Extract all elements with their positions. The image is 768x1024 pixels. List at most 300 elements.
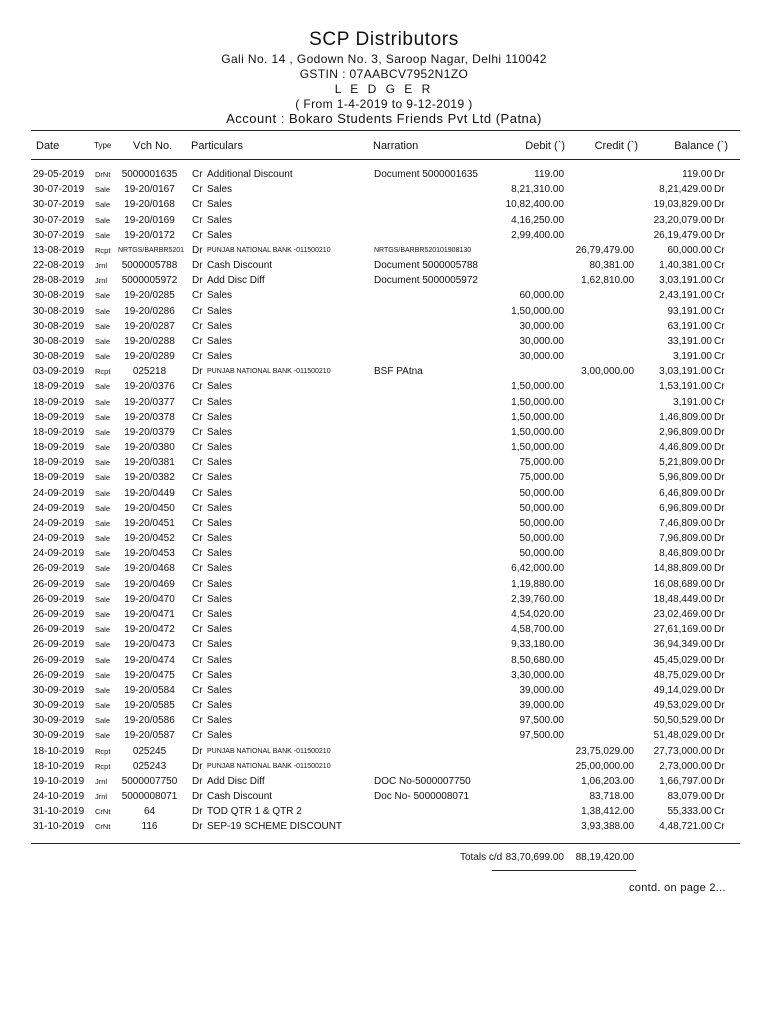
cell-balance-dr-cr: Dr — [714, 533, 725, 545]
cell-particulars: SEP-19 SCHEME DISCOUNT — [207, 821, 343, 833]
cell-particulars: Sales — [207, 335, 233, 347]
cell-balance: 8,21,429.00 — [659, 184, 712, 196]
cell-particulars: Sales — [207, 624, 233, 636]
cell-type: Jrnl — [95, 776, 108, 786]
cell-vch-no: 19-20/0585 — [124, 700, 175, 712]
cell-type: Jrnl — [95, 792, 108, 802]
cell-debit: 2,39,760.00 — [511, 593, 564, 605]
cell-type: DrNt — [95, 170, 111, 179]
table-row — [0, 183, 768, 198]
cell-date: 18-09-2019 — [33, 442, 85, 454]
period: ( From 1-4-2019 to 9-12-2019 ) — [295, 97, 473, 111]
cell-debit: 1,50,000.00 — [511, 442, 564, 454]
cell-particulars: Sales — [207, 472, 233, 484]
cell-debit: 39,000.00 — [519, 700, 564, 712]
cell-dr-cr: Cr — [192, 472, 203, 484]
cell-dr-cr: Cr — [192, 684, 203, 696]
cell-debit: 97,500.00 — [519, 730, 564, 742]
cell-type: Sale — [95, 488, 111, 498]
continued-note: contd. on page 2... — [629, 882, 726, 894]
cell-date: 30-09-2019 — [33, 715, 85, 727]
cell-vch-no: 5000001635 — [121, 169, 178, 180]
cell-vch-no: 19-20/0377 — [124, 396, 175, 408]
table-row — [0, 289, 768, 304]
cell-dr-cr: Cr — [192, 593, 203, 605]
totals-credit: 88,19,420.00 — [575, 852, 634, 863]
cell-debit: 1,50,000.00 — [511, 411, 564, 423]
cell-type: Sale — [95, 427, 111, 437]
header-bottom-rule — [31, 159, 740, 160]
table-row — [0, 244, 768, 259]
cell-dr-cr: Cr — [192, 548, 203, 560]
cell-dr-cr: Cr — [192, 305, 203, 317]
cell-dr-cr: Cr — [192, 290, 203, 302]
cell-vch-no: 025245 — [132, 745, 167, 757]
cell-balance-dr-cr: Dr — [714, 654, 725, 666]
cell-particulars: PUNJAB NATIONAL BANK -011500210 — [207, 246, 331, 254]
cell-balance: 6,96,809.00 — [659, 502, 712, 514]
cell-particulars: Sales — [207, 411, 233, 423]
cell-date: 30-08-2019 — [33, 320, 85, 332]
table-row — [0, 198, 768, 213]
cell-balance-dr-cr: Cr — [714, 335, 725, 347]
cell-type: Jrnl — [95, 276, 108, 286]
cell-balance-dr-cr: Cr — [714, 320, 725, 332]
cell-narration: Document 5000005788 — [374, 260, 478, 272]
col-debit: Debit (`) — [525, 140, 565, 152]
cell-type: Sale — [95, 291, 111, 301]
table-row — [0, 654, 768, 669]
cell-balance: 33,191.00 — [667, 335, 712, 347]
col-type: Type — [94, 141, 112, 150]
cell-balance-dr-cr: Dr — [714, 563, 725, 575]
cell-dr-cr: Cr — [192, 517, 203, 529]
cell-vch-no: 19-20/0469 — [124, 578, 175, 590]
cell-vch-no: 19-20/0468 — [124, 563, 175, 575]
cell-balance: 55,333.00 — [667, 806, 712, 818]
cell-particulars: PUNJAB NATIONAL BANK -011500210 — [207, 368, 331, 376]
cell-particulars: Additional Discount — [207, 169, 293, 180]
cell-date: 24-10-2019 — [33, 791, 85, 803]
cell-balance-dr-cr: Dr — [714, 411, 725, 423]
cell-debit: 6,42,000.00 — [511, 563, 564, 575]
cell-balance-dr-cr: Dr — [714, 578, 725, 590]
cell-date: 28-08-2019 — [33, 275, 85, 287]
cell-vch-no: 19-20/0379 — [124, 426, 175, 438]
cell-vch-no: 5000005788 — [121, 260, 178, 272]
account-name: Account : Bokaro Students Friends Pvt Ltd (Patna) — [226, 111, 542, 126]
cell-date: 26-09-2019 — [33, 578, 85, 590]
cell-dr-cr: Dr — [192, 760, 203, 772]
cell-vch-no: 64 — [143, 806, 156, 818]
cell-vch-no: 116 — [141, 821, 158, 833]
cell-particulars: Sales — [207, 730, 233, 742]
cell-balance: 5,96,809.00 — [659, 472, 712, 484]
cell-type: CrNt — [95, 822, 111, 832]
cell-dr-cr: Cr — [192, 320, 203, 332]
cell-balance-dr-cr: Cr — [714, 396, 725, 408]
cell-dr-cr: Dr — [192, 791, 203, 803]
cell-date: 26-09-2019 — [33, 608, 85, 620]
cell-type: Sale — [95, 215, 111, 225]
table-row — [0, 562, 768, 577]
cell-type: Sale — [95, 685, 111, 695]
cell-dr-cr: Cr — [192, 700, 203, 712]
cell-balance-dr-cr: Dr — [714, 639, 725, 651]
cell-credit: 3,93,388.00 — [581, 821, 634, 833]
col-narration: Narration — [373, 140, 419, 152]
cell-balance-dr-cr: Dr — [714, 487, 725, 499]
cell-particulars: Sales — [207, 320, 233, 332]
cell-debit: 1,50,000.00 — [511, 396, 564, 408]
cell-balance: 5,21,809.00 — [659, 457, 712, 469]
table-row — [0, 593, 768, 608]
cell-debit: 1,50,000.00 — [511, 381, 564, 393]
col-balance: Balance (`) — [674, 140, 728, 152]
cell-particulars: Sales — [207, 517, 233, 529]
cell-type: Sale — [95, 701, 111, 711]
cell-dr-cr: Dr — [192, 821, 203, 833]
table-row — [0, 714, 768, 729]
cell-balance: 3,191.00 — [673, 351, 712, 363]
table-row — [0, 608, 768, 623]
cell-balance: 48,75,029.00 — [653, 669, 712, 681]
cell-particulars: Add Disc Diff — [207, 275, 265, 287]
cell-particulars: Sales — [207, 669, 233, 681]
cell-date: 30-08-2019 — [33, 305, 85, 317]
cell-type: Sale — [95, 640, 111, 650]
table-row — [0, 441, 768, 456]
cell-type: CrNt — [95, 807, 111, 817]
col-particulars: Particulars — [191, 140, 243, 152]
cell-credit: 3,00,000.00 — [581, 366, 634, 378]
cell-particulars: Sales — [207, 487, 233, 499]
cell-debit: 30,000.00 — [519, 335, 564, 347]
cell-debit: 50,000.00 — [519, 548, 564, 560]
cell-balance: 1,66,797.00 — [659, 775, 712, 787]
cell-balance-dr-cr: Cr — [714, 366, 725, 378]
cell-dr-cr: Cr — [192, 184, 203, 196]
cell-balance: 27,61,169.00 — [653, 624, 712, 636]
cell-vch-no: 19-20/0167 — [124, 184, 175, 196]
cell-particulars: Sales — [207, 381, 233, 393]
cell-particulars: PUNJAB NATIONAL BANK -011500210 — [207, 747, 331, 755]
cell-date: 24-09-2019 — [33, 548, 85, 560]
cell-date: 18-10-2019 — [33, 760, 85, 772]
cell-balance-dr-cr: Dr — [714, 199, 725, 211]
cell-balance: 60,000.00 — [667, 244, 712, 256]
table-row — [0, 578, 768, 593]
cell-balance: 26,19,479.00 — [653, 229, 712, 241]
table-row — [0, 229, 768, 244]
cell-dr-cr: Cr — [192, 457, 203, 469]
cell-debit: 75,000.00 — [519, 457, 564, 469]
cell-type: Sale — [95, 336, 111, 346]
cell-date: 24-09-2019 — [33, 502, 85, 514]
cell-balance-dr-cr: Dr — [714, 548, 725, 560]
cell-debit: 39,000.00 — [519, 684, 564, 696]
cell-dr-cr: Cr — [192, 199, 203, 211]
cell-balance: 1,53,191.00 — [659, 381, 712, 393]
table-row — [0, 820, 768, 835]
cell-balance: 49,53,029.00 — [653, 700, 712, 712]
cell-balance-dr-cr: Dr — [714, 472, 725, 484]
cell-date: 31-10-2019 — [33, 821, 85, 833]
cell-balance-dr-cr: Cr — [714, 351, 725, 363]
ledger-rows — [0, 168, 768, 836]
cell-vch-no: 19-20/0453 — [124, 548, 175, 560]
cell-dr-cr: Dr — [192, 275, 203, 287]
cell-debit: 1,50,000.00 — [511, 305, 564, 317]
cell-date: 13-08-2019 — [33, 244, 85, 256]
cell-type: Sale — [95, 716, 111, 726]
col-credit: Credit (`) — [594, 140, 638, 152]
cell-debit: 30,000.00 — [519, 320, 564, 332]
cell-vch-no: 19-20/0172 — [124, 229, 175, 241]
cell-balance: 6,46,809.00 — [659, 487, 712, 499]
cell-type: Sale — [95, 625, 111, 635]
cell-dr-cr: Cr — [192, 502, 203, 514]
cell-vch-no: 5000007750 — [121, 775, 178, 787]
cell-particulars: Sales — [207, 639, 233, 651]
gstin: GSTIN : 07AABCV7952N1ZO — [299, 67, 469, 81]
cell-vch-no: 19-20/0288 — [124, 335, 175, 347]
cell-date: 18-09-2019 — [33, 411, 85, 423]
cell-balance: 2,96,809.00 — [659, 426, 712, 438]
cell-particulars: Sales — [207, 593, 233, 605]
cell-date: 18-10-2019 — [33, 745, 85, 757]
cell-vch-no: NRTGS/BARBR5201 — [118, 246, 185, 254]
cell-debit: 1,19,880.00 — [511, 578, 564, 590]
cell-balance: 27,73,000.00 — [653, 745, 712, 757]
cell-type: Sale — [95, 321, 111, 331]
table-row — [0, 350, 768, 365]
cell-vch-no: 025218 — [132, 366, 167, 378]
table-row — [0, 775, 768, 790]
cell-balance: 7,46,809.00 — [659, 517, 712, 529]
cell-dr-cr: Cr — [192, 533, 203, 545]
cell-date: 30-09-2019 — [33, 730, 85, 742]
cell-particulars: Sales — [207, 442, 233, 454]
cell-particulars: Sales — [207, 533, 233, 545]
cell-dr-cr: Cr — [192, 411, 203, 423]
cell-type: Sale — [95, 655, 111, 665]
cell-balance: 3,03,191.00 — [659, 366, 712, 378]
table-row — [0, 669, 768, 684]
cell-date: 31-10-2019 — [33, 806, 85, 818]
cell-dr-cr: Cr — [192, 426, 203, 438]
cell-balance-dr-cr: Dr — [714, 791, 725, 803]
cell-credit: 23,75,029.00 — [575, 745, 634, 757]
col-date: Date — [36, 140, 60, 152]
cell-date: 18-09-2019 — [33, 396, 85, 408]
cell-type: Rcpt — [95, 761, 111, 771]
table-bottom-rule — [31, 843, 740, 844]
cell-balance-dr-cr: Dr — [714, 517, 725, 529]
cell-date: 22-08-2019 — [33, 260, 85, 272]
cell-balance-dr-cr: Dr — [714, 593, 725, 605]
cell-balance-dr-cr: Dr — [714, 229, 725, 241]
cell-balance-dr-cr: Dr — [714, 669, 725, 681]
cell-balance: 18,48,449.00 — [653, 593, 712, 605]
cell-type: Sale — [95, 412, 111, 422]
table-row — [0, 684, 768, 699]
cell-vch-no: 19-20/0473 — [124, 639, 175, 651]
cell-vch-no: 19-20/0285 — [124, 290, 175, 302]
cell-balance-dr-cr: Dr — [714, 760, 725, 772]
cell-date: 29-05-2019 — [33, 169, 85, 180]
cell-credit: 25,00,000.00 — [575, 760, 634, 772]
cell-dr-cr: Cr — [192, 578, 203, 590]
cell-dr-cr: Dr — [192, 806, 203, 818]
cell-particulars: Sales — [207, 229, 233, 241]
cell-dr-cr: Cr — [192, 639, 203, 651]
cell-balance: 3,03,191.00 — [659, 275, 712, 287]
cell-balance-dr-cr: Cr — [714, 290, 725, 302]
table-row — [0, 380, 768, 395]
cell-balance-dr-cr: Dr — [714, 184, 725, 196]
cell-balance: 2,43,191.00 — [659, 290, 712, 302]
table-row — [0, 699, 768, 714]
table-row — [0, 790, 768, 805]
cell-debit: 50,000.00 — [519, 533, 564, 545]
table-row — [0, 517, 768, 532]
cell-debit: 50,000.00 — [519, 502, 564, 514]
table-row — [0, 365, 768, 380]
cell-type: Jrnl — [95, 261, 108, 271]
cell-credit: 83,718.00 — [589, 791, 634, 803]
cell-debit: 50,000.00 — [519, 517, 564, 529]
table-row — [0, 168, 768, 183]
table-row — [0, 532, 768, 547]
cell-particulars: Sales — [207, 396, 233, 408]
cell-type: Sale — [95, 564, 111, 574]
cell-dr-cr: Dr — [192, 745, 203, 757]
totals-debit: 83,70,699.00 — [505, 852, 564, 863]
cell-balance: 14,88,809.00 — [653, 563, 712, 575]
cell-narration: BSF PAtna — [374, 366, 423, 378]
cell-date: 24-09-2019 — [33, 533, 85, 545]
cell-type: Sale — [95, 503, 111, 513]
cell-balance: 7,96,809.00 — [659, 533, 712, 545]
document-title: L E D G E R — [334, 82, 434, 96]
cell-date: 30-07-2019 — [33, 184, 85, 196]
cell-date: 19-10-2019 — [33, 775, 85, 787]
cell-dr-cr: Cr — [192, 563, 203, 575]
cell-date: 30-07-2019 — [33, 214, 85, 226]
cell-balance-dr-cr: Dr — [714, 745, 725, 757]
cell-date: 26-09-2019 — [33, 654, 85, 666]
totals-label: Totals c/d — [460, 852, 503, 863]
cell-debit: 1,50,000.00 — [511, 426, 564, 438]
cell-vch-no: 19-20/0584 — [124, 684, 175, 696]
cell-balance-dr-cr: Dr — [714, 700, 725, 712]
cell-type: Sale — [95, 518, 111, 528]
cell-type: Sale — [95, 200, 111, 210]
cell-narration: Document 5000001635 — [374, 169, 478, 180]
cell-vch-no: 19-20/0287 — [124, 320, 175, 332]
table-row — [0, 214, 768, 229]
cell-debit: 119.00 — [534, 169, 564, 180]
cell-balance-dr-cr: Dr — [714, 169, 725, 180]
cell-vch-no: 19-20/0474 — [124, 654, 175, 666]
cell-balance-dr-cr: Dr — [714, 502, 725, 514]
cell-balance: 49,14,029.00 — [653, 684, 712, 696]
table-row — [0, 638, 768, 653]
cell-date: 26-09-2019 — [33, 563, 85, 575]
cell-debit: 9,33,180.00 — [511, 639, 564, 651]
cell-balance: 3,191.00 — [673, 396, 712, 408]
table-row — [0, 745, 768, 760]
cell-dr-cr: Cr — [192, 335, 203, 347]
cell-particulars: Sales — [207, 700, 233, 712]
table-row — [0, 305, 768, 320]
cell-date: 18-09-2019 — [33, 472, 85, 484]
cell-date: 30-08-2019 — [33, 335, 85, 347]
table-row — [0, 320, 768, 335]
cell-debit: 4,16,250.00 — [511, 214, 564, 226]
cell-balance-dr-cr: Cr — [714, 244, 725, 256]
cell-balance-dr-cr: Dr — [714, 608, 725, 620]
cell-balance: 119.00 — [682, 169, 712, 180]
cell-particulars: Sales — [207, 578, 233, 590]
cell-vch-no: 19-20/0381 — [124, 457, 175, 469]
cell-date: 26-09-2019 — [33, 624, 85, 636]
cell-debit: 75,000.00 — [519, 472, 564, 484]
cell-type: Sale — [95, 382, 111, 392]
cell-vch-no: 19-20/0168 — [124, 199, 175, 211]
cell-balance-dr-cr: Cr — [714, 821, 725, 833]
cell-dr-cr: Dr — [192, 244, 203, 256]
cell-particulars: Sales — [207, 214, 233, 226]
cell-debit: 4,54,020.00 — [511, 608, 564, 620]
cell-balance: 8,46,809.00 — [659, 548, 712, 560]
table-row — [0, 760, 768, 775]
cell-balance: 16,08,689.00 — [653, 578, 712, 590]
cell-debit: 4,58,700.00 — [511, 624, 564, 636]
cell-particulars: Sales — [207, 184, 233, 196]
cell-vch-no: 19-20/0289 — [124, 351, 175, 363]
cell-vch-no: 19-20/0376 — [124, 381, 175, 393]
cell-dr-cr: Cr — [192, 608, 203, 620]
cell-date: 30-09-2019 — [33, 684, 85, 696]
cell-balance-dr-cr: Dr — [714, 624, 725, 636]
cell-balance-dr-cr: Dr — [714, 715, 725, 727]
cell-particulars: Sales — [207, 351, 233, 363]
cell-balance: 50,50,529.00 — [653, 715, 712, 727]
cell-dr-cr: Cr — [192, 487, 203, 499]
cell-balance-dr-cr: Cr — [714, 260, 725, 272]
table-row — [0, 471, 768, 486]
cell-vch-no: 19-20/0450 — [124, 502, 175, 514]
cell-particulars: Sales — [207, 457, 233, 469]
cell-dr-cr: Cr — [192, 654, 203, 666]
cell-vch-no: 5000008071 — [121, 791, 178, 803]
cell-vch-no: 19-20/0470 — [124, 593, 175, 605]
cell-type: Sale — [95, 579, 111, 589]
cell-vch-no: 19-20/0169 — [124, 214, 175, 226]
cell-date: 24-09-2019 — [33, 517, 85, 529]
cell-balance-dr-cr: Dr — [714, 730, 725, 742]
cell-balance: 23,20,079.00 — [653, 214, 712, 226]
cell-debit: 60,000.00 — [519, 290, 564, 302]
cell-type: Sale — [95, 185, 111, 195]
cell-balance: 36,94,349.00 — [653, 639, 712, 651]
cell-type: Sale — [95, 352, 111, 362]
cell-balance: 1,46,809.00 — [659, 411, 712, 423]
cell-narration: DOC No-5000007750 — [374, 775, 471, 787]
cell-particulars: Add Disc Diff — [207, 775, 265, 787]
